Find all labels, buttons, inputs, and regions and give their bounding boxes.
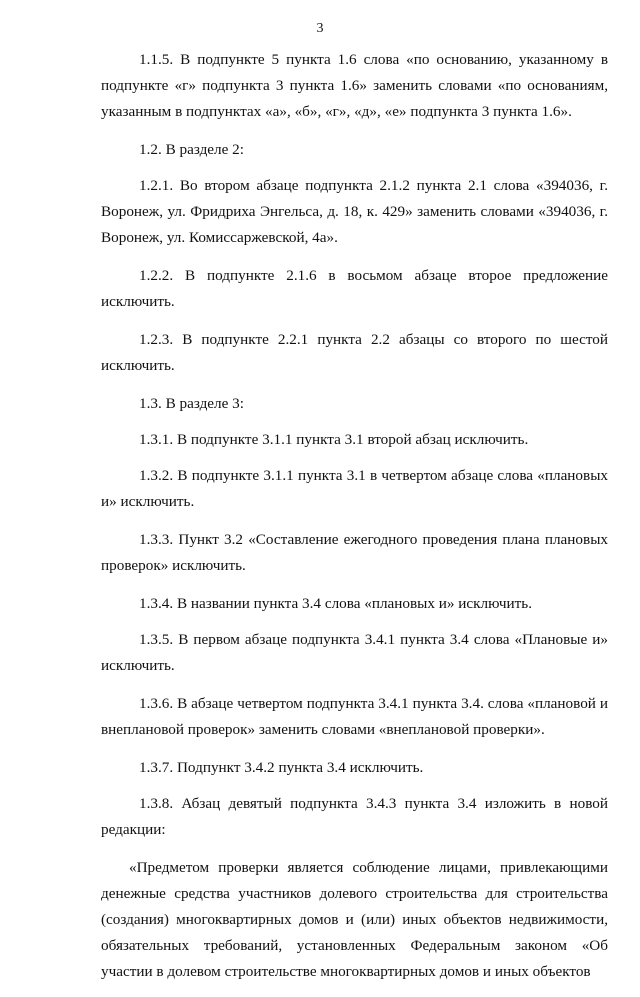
paragraph-1-1-5: 1.1.5. В подпункте 5 пункта 1.6 слова «по основанию, указанному в подпункте «г» подпункта 3 пункта 1.6» заменить словами «по основаниям, указанным в подпунктах «а», «б», «г», «д», «е» подпункта 3 пункта 1.6». [101, 51, 608, 120]
paragraph-1-3-1: 1.3.1. В подпункте 3.1.1 пункта 3.1 второй абзац исключить. [139, 431, 529, 448]
paragraph-1-3-4: 1.3.4. В названии пункта 3.4 слова «плановых и» исключить. [139, 595, 533, 612]
paragraph-1-3-7: 1.3.7. Подпункт 3.4.2 пункта 3.4 исключить. [139, 759, 424, 776]
document-body [101, 47, 608, 997]
paragraph-1-2-1: 1.2.1. Во втором абзаце подпункта 2.1.2 пункта 2.1 слова «394036, г. Воронеж, ул. Фридриха Энгельса, д. 18, к. 429» заменить словами «394036, г. Воронеж, ул. Комиссаржевской, 4а». [101, 177, 608, 246]
paragraph-1-3-8: 1.3.8. Абзац девятый подпункта 3.4.3 пункта 3.4 изложить в новой редакции: [101, 795, 608, 838]
paragraph-1-3-heading: 1.3. В разделе 3: [139, 395, 244, 412]
paragraph-1-2-2: 1.2.2. В подпункте 2.1.6 в восьмом абзаце второе предложение исключить. [101, 267, 608, 310]
paragraph-1-3-2: 1.3.2. В подпункте 3.1.1 пункта 3.1 в четвертом абзаце слова «плановых и» исключить. [101, 467, 608, 510]
paragraph-1-2-heading: 1.2. В разделе 2: [139, 141, 244, 158]
paragraph-1-3-3: 1.3.3. Пункт 3.2 «Составление ежегодного проведения плана плановых проверок» исключить. [101, 531, 608, 574]
quoted-new-text: «Предметом проверки является соблюдение лицами, привлекающими денежные средства участников долевого строительства для строительства (создания) многоквартирных домов и (или) иных объектов недвижимости, обязательных требований, установленных Федеральным законом «Об участии в долевом строительстве многоквартирных домов и иных объектов [101, 859, 608, 980]
paragraph-1-3-5: 1.3.5. В первом абзаце подпункта 3.4.1 пункта 3.4 слова «Плановые и» исключить. [101, 631, 608, 674]
paragraph-1-2-3: 1.2.3. В подпункте 2.2.1 пункта 2.2 абзацы со второго по шестой исключить. [101, 331, 608, 374]
paragraph-1-3-6: 1.3.6. В абзаце четвертом подпункта 3.4.1 пункта 3.4. слова «плановой и внеплановой проверок» заменить словами «внеплановой проверки». [101, 695, 608, 738]
page-number: 3 [316, 21, 324, 36]
